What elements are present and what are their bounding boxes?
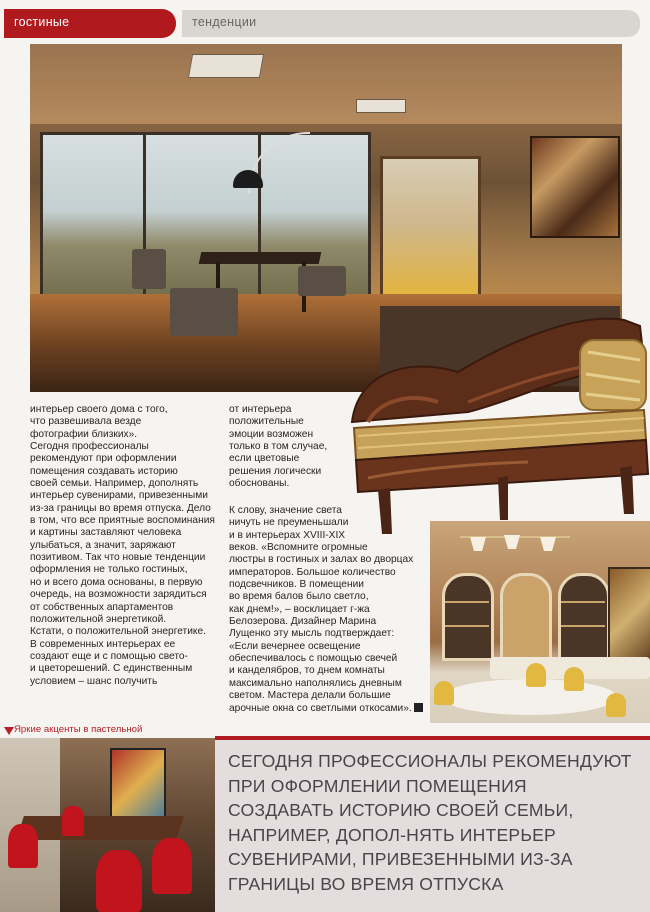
red-chair (62, 806, 84, 836)
chair (170, 288, 238, 336)
section-tab (4, 9, 176, 38)
section-label: гостиные (14, 15, 70, 29)
abstract-painting (110, 748, 166, 822)
kitchen-doorway (380, 156, 481, 297)
arched-shelf (558, 573, 610, 661)
curtained-window (608, 567, 650, 667)
article-column-2-bottom: К слову, значение света ничуть не преуменьшали и в интерьерах XVIII-XIX веков. «Вспомните огромные люстры в гостиных и залах во дворцах императоров. Большое количество подсвечников. В помещении во время балов было светло, как днем!», – восклицает г-жа Белозерова. Дизайнер Марина Лущенко эту мысль подтверждает: «Если вечернее освещение обеспечивалось с помощью свечей и канделябров, то днем комнаты максимально наполнялись дневным светом. Мастера делали большие арочные окна со светлыми откосами». (229, 505, 429, 715)
arched-window (500, 573, 552, 661)
red-chair (152, 838, 192, 894)
red-chairs-photo (0, 738, 215, 912)
pull-quote: СЕГОДНЯ ПРОФЕССИОНАЛЫ РЕКОМЕНДУЮТ ПРИ ОФОРМЛЕНИИ ПОМЕЩЕНИЯ СОЗДАВАТЬ ИСТОРИЮ СВОЕЙ СЕМЬИ, НАПРИМЕР, ДОПОЛ-НЯТЬ ИНТЕРЬЕР СУВЕНИРАМИ, ПРИВЕЗЕННЫМИ ИЗ-ЗА ГРАНИЦЫ ВО ВРЕМЯ ОТПУСКА (228, 751, 632, 894)
caption-arrow-icon (4, 727, 14, 735)
rubric-label: тенденции (192, 15, 257, 29)
chair (298, 266, 346, 296)
ceiling-light (188, 54, 264, 78)
arched-shelf (442, 573, 494, 661)
red-chair (96, 850, 142, 912)
article-column-1: интерьер своего дома с того, что развешивала везде фотографии близких». Сегодня профессионалы рекомендуют при оформлении помещения создавать историю своей семьи. Например, дополнять интерьер сувенирами, привезенными из-за границы во время отпуска. Дело в том, что все приятные воспоминания и картины заставляют человека улыбаться, а значит, заряжают позитивом. Так что новые тенденции оформления не только гостиных, но и всего дома основаны, в первую очередь, на возможности зарядиться от собственных апартаментов положительной энергетикой. Кстати, о положительной энергетике. В современных интерьерах ее создают еще и с помощью свето- и цветорешений. С единственным условием – шанс получить (30, 404, 215, 687)
pull-quote-accent (215, 736, 650, 740)
red-chair (8, 824, 38, 868)
chandelier-icon (460, 527, 570, 557)
ceiling-light (356, 99, 406, 113)
wall-art (530, 136, 620, 238)
rubric-tab (182, 10, 640, 37)
end-of-article-icon (414, 703, 423, 712)
photo-caption: Яркие акценты в пастельной (14, 724, 143, 735)
chair (132, 249, 166, 289)
ceiling (30, 44, 622, 124)
classic-dining-room-photo (430, 521, 650, 723)
article-column-2-top: от интерьера положительные эмоции возможен только в том случае, если цветовые решения логически обоснованы. (229, 404, 328, 490)
dining-table (16, 816, 184, 840)
